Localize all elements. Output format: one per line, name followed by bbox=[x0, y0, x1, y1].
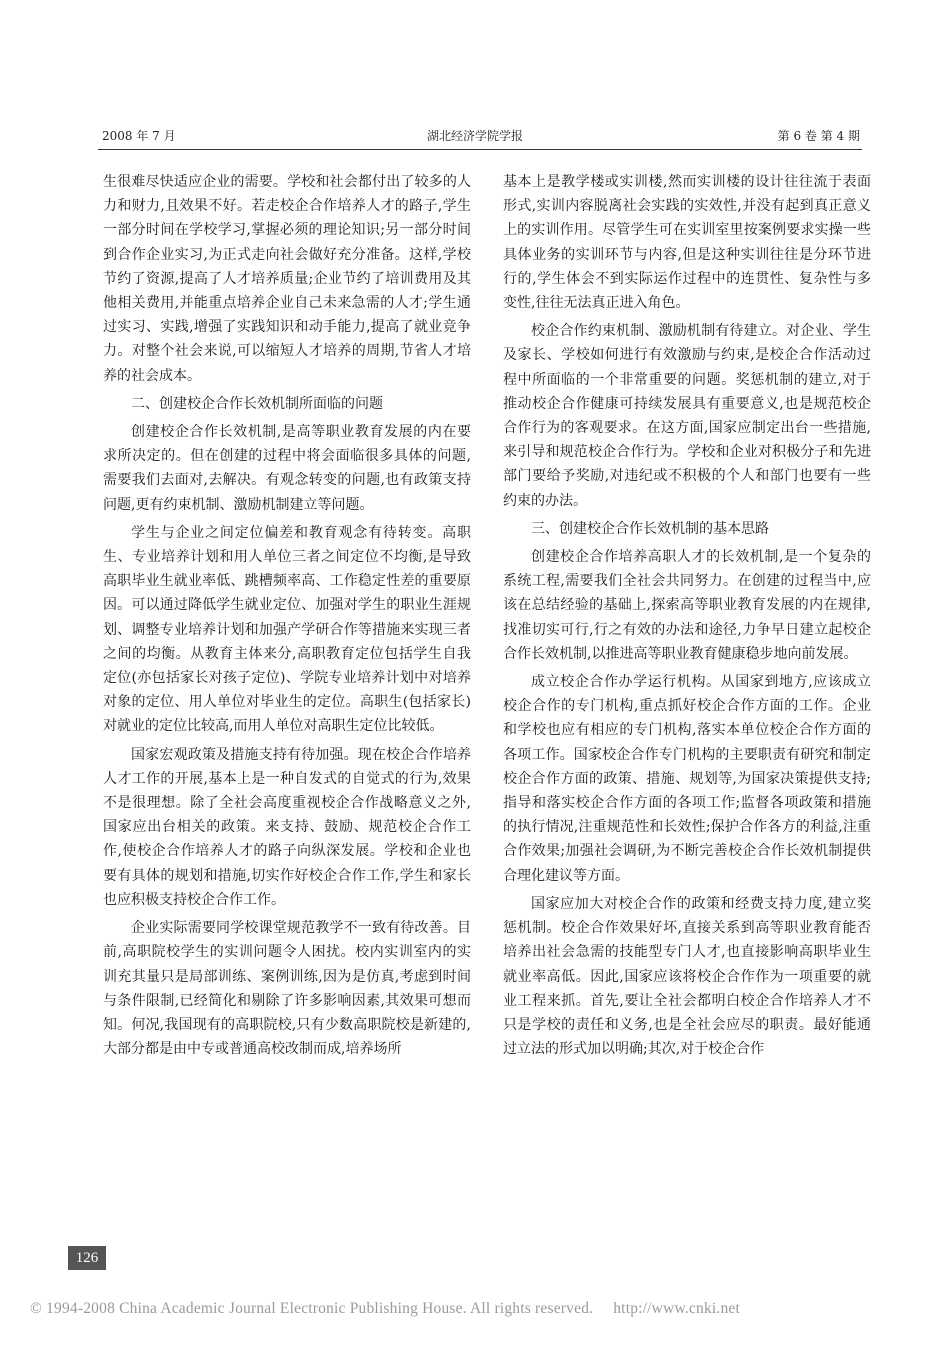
left-text-column bbox=[103, 170, 471, 1248]
section-heading: 二、创建校企合作长效机制所面临的问题 bbox=[131, 395, 383, 412]
paragraph: 创建校企合作长效机制,是高等职业教育发展的内在要求所决定的。但在创建的过程中将会面临很多具体的问题,需要我们去面对,去解决。有观念转变的问题,也有政策支持问题,更有约束机制、激励机制建立等问题。 bbox=[103, 424, 471, 513]
paragraph: 企业实际需要同学校课堂规范教学不一致有待改善。目前,高职院校学生的实训问题令人困扰。校内实训室内的实训充其量只是局部训练、案例训练,因为是仿真,考虑到时间与条件限制,已经简化和剔除了许多影响因素,其效果可想而知。何况,我国现有的高职院校,只有少数高职院校是新建的,大部分都是由中专或普通高校改制而成,培养场所 bbox=[103, 920, 471, 1058]
header-volume-issue: 第 6 卷 第 4 期 bbox=[777, 129, 860, 143]
header-date: 2008 年 7 月 bbox=[102, 129, 176, 143]
footer-url: http://www.cnki.net bbox=[613, 1300, 741, 1317]
page-number: 126 bbox=[68, 1246, 106, 1270]
header-divider bbox=[98, 149, 862, 150]
paragraph: 学生与企业之间定位偏差和教育观念有待转变。高职生、专业培养计划和用人单位三者之间定位不均衡,是导致高职毕业生就业率低、跳槽频率高、工作稳定性差的重要原因。可以通过降低学生就业定位、加强对学生的职业生涯规划、调整专业培养计划和加强产学研合作等措施来实现三者之间的均衡。从教育主体来分,高职教育定位包括学生自我定位(亦包括家长对孩子定位)、学院专业培养计划中对培养对象的定位、用人单位对毕业生的定位。高职生(包括家长)对就业的定位比较高,而用人单位对高职生定位比较低。 bbox=[103, 524, 471, 735]
paragraph: 国家宏观政策及措施支持有待加强。现在校企合作培养人才工作的开展,基本上是一种自发式的自觉式的行为,效果不是很理想。除了全社会高度重视校企合作战略意义之外,国家应出台相关的政策。来支持、鼓励、规范校企合作工作,使校企合作培养人才的路子向纵深发展。学校和企业也要有具体的规划和措施,切实作好校企合作工作,学生和家长也应积极支持校企合作工作。 bbox=[103, 746, 471, 908]
section-heading: 三、创建校企合作长效机制的基本思路 bbox=[531, 520, 769, 537]
header-journal-title: 湖北经济学院学报 bbox=[426, 129, 523, 143]
paragraph: 创建校企合作培养高职人才的长效机制,是一个复杂的系统工程,需要我们全社会共同努力。在创建的过程当中,应该在总结经验的基础上,探索高等职业教育发展的内在规律,找准切实可行,行之有效的办法和途径,力争早日建立起校企合作长效机制,以推进高等职业教育健康稳步地向前发展。 bbox=[503, 549, 871, 662]
paragraph: 成立校企合作办学运行机构。从国家到地方,应该成立校企合作的专门机构,重点抓好校企合作方面的工作。企业和学校也应有相应的专门机构,落实本单位校企合作方面的各项工作。国家校企合作专门机构的主要职责有研究和制定校企合作方面的政策、措施、规划等,为国家决策提供支持;指导和落实校企合作方面的各项工作;监督各项政策和措施的执行情况,注重规范性和长效性;保护合作各方的利益,注重合作效果;加强社会调研,为不断完善校企合作长效机制提供合理化建议等方面。 bbox=[503, 674, 871, 884]
paragraph: 国家应加大对校企合作的政策和经费支持力度,建立奖惩机制。校企合作效果好坏,直接关系到高等职业教育能否培养出社会急需的技能型专门人才,也直接影响高职毕业生就业率高低。因此,国家应该将校企合作作为一项重要的就业工程来抓。首先,要让全社会都明白校企合作培养人才不只是学校的责任和义务,也是全社会应尽的职责。最好能通过立法的形式加以明确;其次,对于校企合作 bbox=[503, 895, 871, 1058]
paragraph: 校企合作约束机制、激励机制有待建立。对企业、学生及家长、学校如何进行有效激励与约束,是校企合作活动过程中所面临的一个非常重要的问题。奖惩机制的建立,对于推动校企合作健康可持续发展具有重要意义,也是规范校企合作行为的客观要求。在这方面,国家应制定出台一些措施,来引导和规范校企合作行为。学校和企业对积极分子和先进部门要给予奖励,对违纪或不积极的个人和部门也要有一些约束的办法。 bbox=[503, 323, 871, 509]
right-text-column bbox=[503, 170, 871, 1248]
paragraph: 基本上是教学楼或实训楼,然而实训楼的设计往往流于表面形式,实训内容脱离社会实践的实效性,并没有起到真正意义上的实训作用。尽管学生可在实训室里按案例要求实操一些具体业务的实训环节与内容,但是这种实训往往是分环节进行的,学生体会不到实际运作过程中的连贯性、复杂性与多变性,往往无法真正进入角色。 bbox=[503, 174, 871, 312]
paragraph: 生很难尽快适应企业的需要。学校和社会都付出了较多的人力和财力,且效果不好。若走校企合作培养人才的路子,学生一部分时间在学校学习,掌握必须的理论知识;另一部分时间到合作企业实习,为正式走向社会做好充分准备。这样,学校节约了资源,提高了人才培养质量;企业节约了培训费用及其他相关费用,并能重点培养企业自己未来急需的人才;学生通过实习、实践,增强了实践知识和动手能力,提高了就业竞争力。对整个社会来说,可以缩短人才培养的周期,节省人才培养的社会成本。 bbox=[103, 174, 471, 384]
copyright-footer bbox=[30, 1300, 740, 1318]
copyright-text: © 1994-2008 China Academic Journal Electronic Publishing House. All rights reserved. bbox=[30, 1300, 594, 1317]
